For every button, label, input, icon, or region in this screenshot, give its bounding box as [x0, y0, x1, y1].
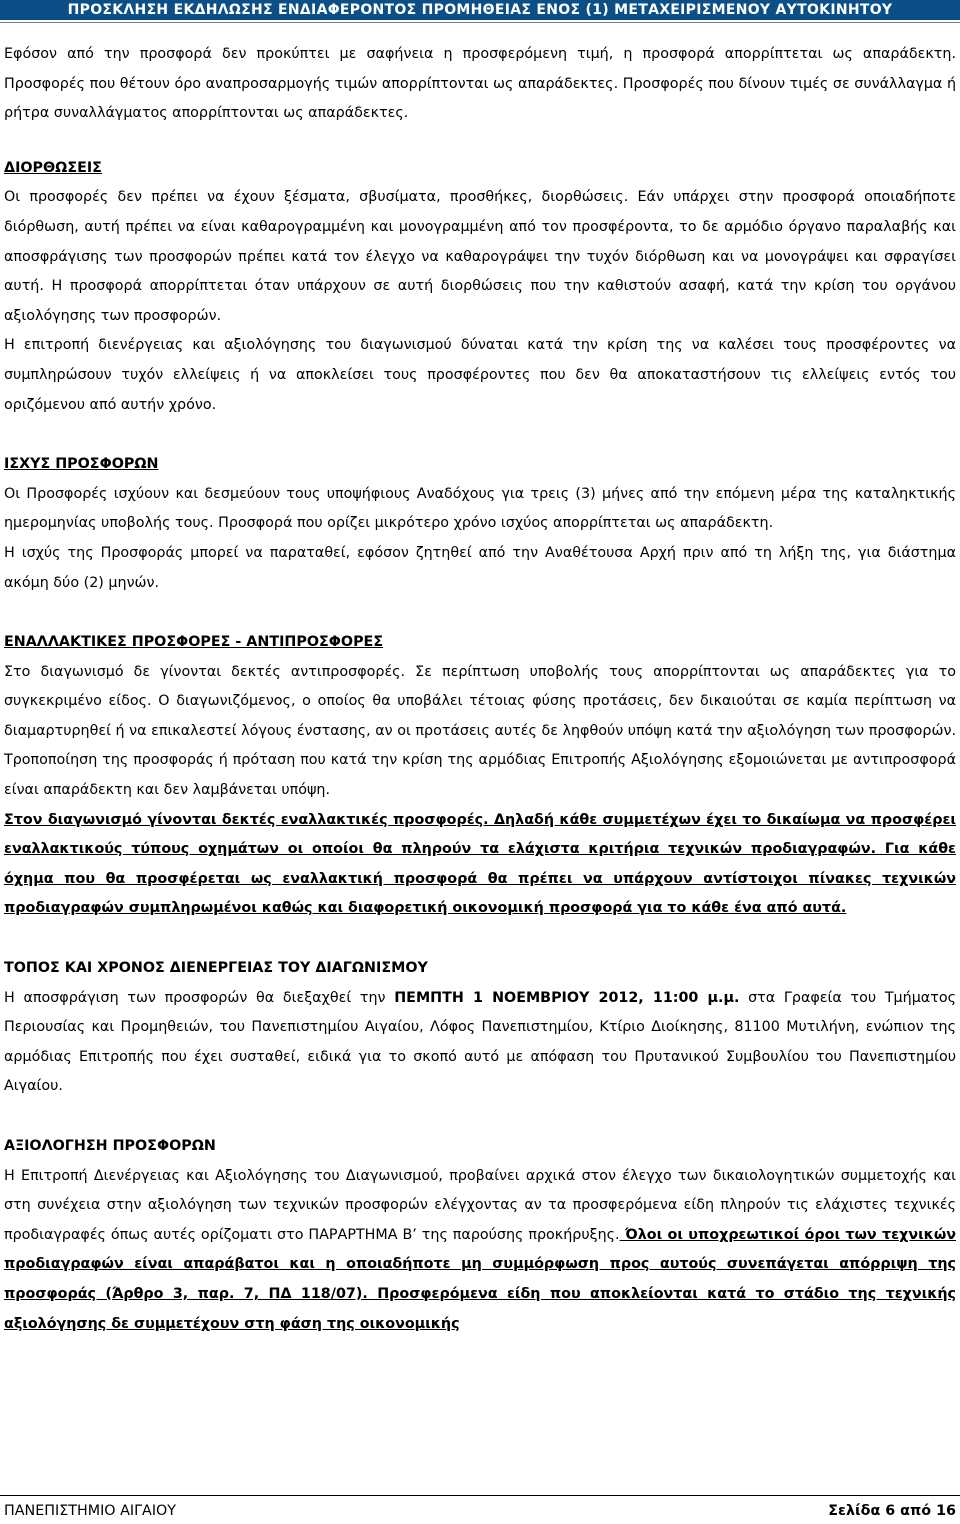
- evaluation-emphasis: Όλοι οι υποχρεωτικοί όροι των τεχνικών προδιαγραφών είναι απαράβατοι και η οποιαδήποτε μη συμμόρφωση προς αυτούς συνεπάγεται απόρριψη της προσφοράς (Άρθρο 3, παρ. 7, ΠΔ 118/07). Προσφερόμενα είδη που αποκλείονται κατά το στάδιο της τεχνικής αξιολόγησης δε συμμετέχουν στη φάση της οικονομικής: [4, 1226, 956, 1332]
- validity-paragraph-2: Η ισχύς της Προσφοράς μπορεί να παραταθεί, εφόσον ζητηθεί από την Αναθέτουσα Αρχή πριν από τη λήξη της, για διάστημα ακόμη δύο (2) μηνών.: [4, 544, 956, 591]
- spacer: [4, 1102, 956, 1132]
- evaluation-heading: ΑΞΙΟΛΟΓΗΣΗ ΠΡΟΣΦΟΡΩΝ: [4, 1138, 216, 1154]
- footer-page-number: Σελίδα 6 από 16: [828, 1503, 956, 1519]
- place-time-text-before: Η αποσφράγιση των προσφορών θα διεξαχθεί την: [4, 989, 395, 1006]
- footer-institution: ΠΑΝΕΠΙΣΤΗΜΙΟ ΑΙΓΑΙΟΥ: [4, 1503, 177, 1519]
- header-title: ΠΡΟΣΚΛΗΣΗ ΕΚΔΗΛΩΣΗΣ ΕΝΔΙΑΦΕΡΟΝΤΟΣ ΠΡΟΜΗΘΕΙΑΣ ΕΝΟΣ (1) ΜΕΤΑΧΕΙΡΙΣΜΕΝΟΥ ΑΥΤΟΚΙΝΗΤΟΥ: [67, 2, 893, 18]
- place-time-date: ΠΕΜΠΤΗ 1 ΝΟΕΜΒΡΙΟΥ 2012, 11:00 μ.μ.: [394, 989, 740, 1006]
- header-divider: [0, 22, 960, 23]
- place-time-paragraph: [4, 984, 956, 1102]
- spacer: [4, 129, 956, 154]
- alternatives-heading: ΕΝΑΛΛΑΚΤΙΚΕΣ ΠΡΟΣΦΟΡΕΣ - ΑΝΤΙΠΡΟΣΦΟΡΕΣ: [4, 634, 384, 651]
- corrections-paragraph-2: Η επιτροπή διενέργειας και αξιολόγησης του διαγωνισμού δύναται κατά την κρίση της να καλέσει τους προσφέροντες να συμπληρώσουν τυχόν ελλείψεις ή να αποκλείσει τους προσφέροντες που δεν θα αποκαταστήσουν τις ελλείψεις εντός του οριζόμενου από αυτήν χρόνο.: [4, 337, 956, 413]
- alternatives-paragraph-1: Στο διαγωνισμό δε γίνονται δεκτές αντιπροσφορές. Σε περίπτωση υποβολής τους απορρίπτονται ως απαράδεκτες για το συγκεκριμένο είδος. Ο διαγωνιζόμενος, ο οποίος θα υποβάλει τέτοιας φύσης προτάσεις, δεν δικαιούται σε καμία περίπτωση να διαμαρτυρηθεί ή να επικαλεστεί λόγους ένστασης, αν οι προτάσεις αυτές δε ληφθούν υπόψη κατά την αξιολόγηση των προσφορών. Τροποποίηση της προσφοράς ή πρόταση που κατά την κρίση της αρμόδιας Επιτροπής Αξιολόγησης εξομοιώνεται με αντιπροσφορά είναι απαράδεκτη και δεν λαμβάνεται υπόψη.: [4, 663, 956, 799]
- document-header: [0, 0, 960, 20]
- place-time-text-after: στα Γραφεία του Τμήματος Περιουσίας και Προμηθειών, του Πανεπιστημίου Αιγαίου, Λόφος Πανεπιστημίου, Κτίριο Διοίκησης, 81100 Μυτιλήνη, ενώπιον της αρμόδιας Επιτροπής που έχει συσταθεί, ειδικά για το σκοπό αυτό με απόφαση του Πρυτανικού Συμβουλίου του Πανεπιστημίου Αιγαίου.: [4, 989, 956, 1095]
- corrections-heading: ΔΙΟΡΘΩΣΕΙΣ: [4, 159, 102, 176]
- validity-paragraph-1: Οι Προσφορές ισχύουν και δεσμεύουν τους υποψήφιους Αναδόχους για τρεις (3) μήνες από την επόμενη μέρα της καταληκτικής ημερομηνίας υποβολής τους. Προσφορά που ορίζει μικρότερο χρόνο ισχύος απορρίπτεται ως απαράδεκτη.: [4, 485, 956, 532]
- validity-heading: ΙΣΧΥΣ ΠΡΟΣΦΟΡΩΝ: [4, 456, 159, 473]
- spacer: [4, 924, 956, 954]
- evaluation-paragraph: [4, 1162, 956, 1340]
- corrections-paragraph-1: Οι προσφορές δεν πρέπει να έχουν ξέσματα, σβυσίματα, προσθήκες, διορθώσεις. Εάν υπάρχει στην προσφορά οποιαδήποτε διόρθωση, αυτή πρέπει να είναι καθαρογραμμένη και μονογραμμένη από τον προσφέροντα, το δε αρμόδιο όργανο παραλαβής και αποσφράγισης των προσφορών πρέπει κατά τον έλεγχο να καθαρογράψει την τυχόν διόρθωση και να μονογράψει και σφραγίσει αυτή. Η προσφορά απορρίπτεται όταν υπάρχουν σε αυτή διορθώσεις που την καθιστούν ασαφή, κατά την κρίση του οργάνου αξιολόγησης των προσφορών.: [4, 189, 956, 324]
- alternatives-paragraph-2: Στον διαγωνισμό γίνονται δεκτές εναλλακτικές προσφορές. Δηλαδή κάθε συμμετέχων έχει το δικαίωμα να προσφέρει εναλλακτικούς τύπους οχημάτων οι οποίοι θα πληρούν τα ελάχιστα κριτήρια τεχνικών προδιαγραφών. Για κάθε όχημα που θα προσφέρεται ως εναλλακτική προσφορά θα πρέπει να υπάρχουν αντίστοιχοι πίνακες τεχνικών προδιαγραφών συμπληρωμένοι καθώς και διαφορετική οικονομική προσφορά για το κάθε ένα από αυτά.: [4, 811, 956, 917]
- spacer: [4, 598, 956, 628]
- spacer: [4, 420, 956, 450]
- place-time-heading: ΤΟΠΟΣ ΚΑΙ ΧΡΟΝΟΣ ΔΙΕΝΕΡΓΕΙΑΣ ΤΟΥ ΔΙΑΓΩΝΙΣΜΟΥ: [4, 960, 428, 977]
- footer-divider: [0, 1495, 960, 1496]
- intro-paragraph: Εφόσον από την προσφορά δεν προκύπτει με σαφήνεια η προσφερόμενη τιμή, η προσφορά απορρίπτεται ως απαράδεκτη. Προσφορές που θέτουν όρο αναπροσαρμογής τιμών απορρίπτονται ως απαράδεκτες. Προσφορές που δίνουν τιμές σε συνάλλαγμα ή ρήτρα συναλλάγματος απορρίπτονται ως απαράδεκτες.: [4, 46, 956, 122]
- evaluation-text: Η Επιτροπή Διενέργειας και Αξιολόγησης του Διαγωνισμού, προβαίνει αρχικά στον έλεγχο των δικαιολογητικών συμμετοχής και στη συνέχεια στην αξιολόγηση των τεχνικών προσφορών ελέγχοντας αν τα προσφερόμενα είδη πληρούν τις ελάχιστες τεχνικές προδιαγραφές όπως αυτές ορίζοματι στο ΠΑΡΑΡΤΗΜΑ Β’ της παρούσης προκήρυξης.: [4, 1167, 956, 1243]
- document-body: [4, 40, 956, 1339]
